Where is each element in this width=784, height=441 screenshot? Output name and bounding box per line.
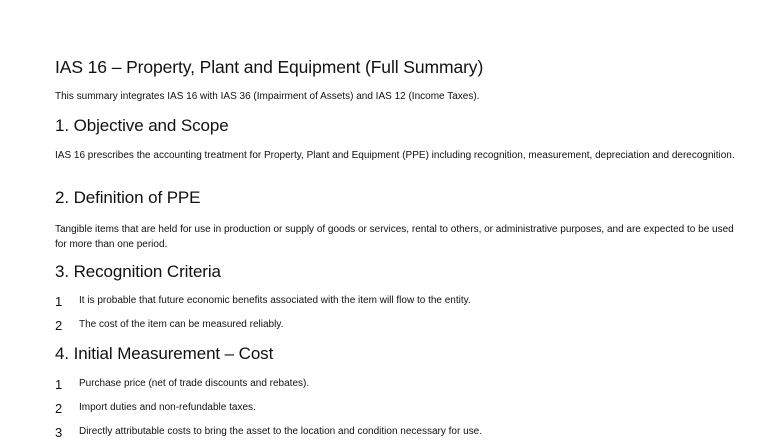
list-number: 1 [55,377,63,392]
list-item-text: Import duties and non-refundable taxes. [79,402,256,413]
list-item [55,294,745,310]
list-number: 1 [55,294,63,309]
document-title: IAS 16 – Property, Plant and Equipment (Full Summary) [55,57,484,77]
list-item-text: The cost of the item can be measured reliably. [79,319,284,330]
section-paragraph-objective-scope: IAS 16 prescribes the accounting treatment for Property, Plant and Equipment (PPE) including recognition, measurement, depreciation and derecognition. [55,150,735,161]
list-item-text: Directly attributable costs to bring the asset to the location and condition necessary for use. [79,426,482,437]
list-number: 2 [55,318,63,333]
list-number: 2 [55,401,63,416]
section-heading-definition: 2. Definition of PPE [55,188,201,207]
list-item-text: It is probable that future economic benefits associated with the item will flow to the entity. [79,295,471,306]
section-heading-recognition: 3. Recognition Criteria [55,262,221,281]
list-item-text: Purchase price (net of trade discounts and rebates). [79,378,310,389]
section-heading-initial-measurement: 4. Initial Measurement – Cost [55,344,274,363]
section-paragraph-definition: Tangible items that are held for use in production or supply of goods or services, rental to others, or administrative purposes, and are expected to be used for more than one period. [55,224,734,250]
list-item [55,318,745,334]
list-number: 3 [55,425,63,440]
list-item [55,401,745,417]
list-item [55,425,745,441]
list-item [55,377,745,393]
intro-paragraph: This summary integrates IAS 16 with IAS 36 (Impairment of Assets) and IAS 12 (Income Taxes). [55,91,480,102]
section-heading-objective-scope: 1. Objective and Scope [55,116,229,135]
